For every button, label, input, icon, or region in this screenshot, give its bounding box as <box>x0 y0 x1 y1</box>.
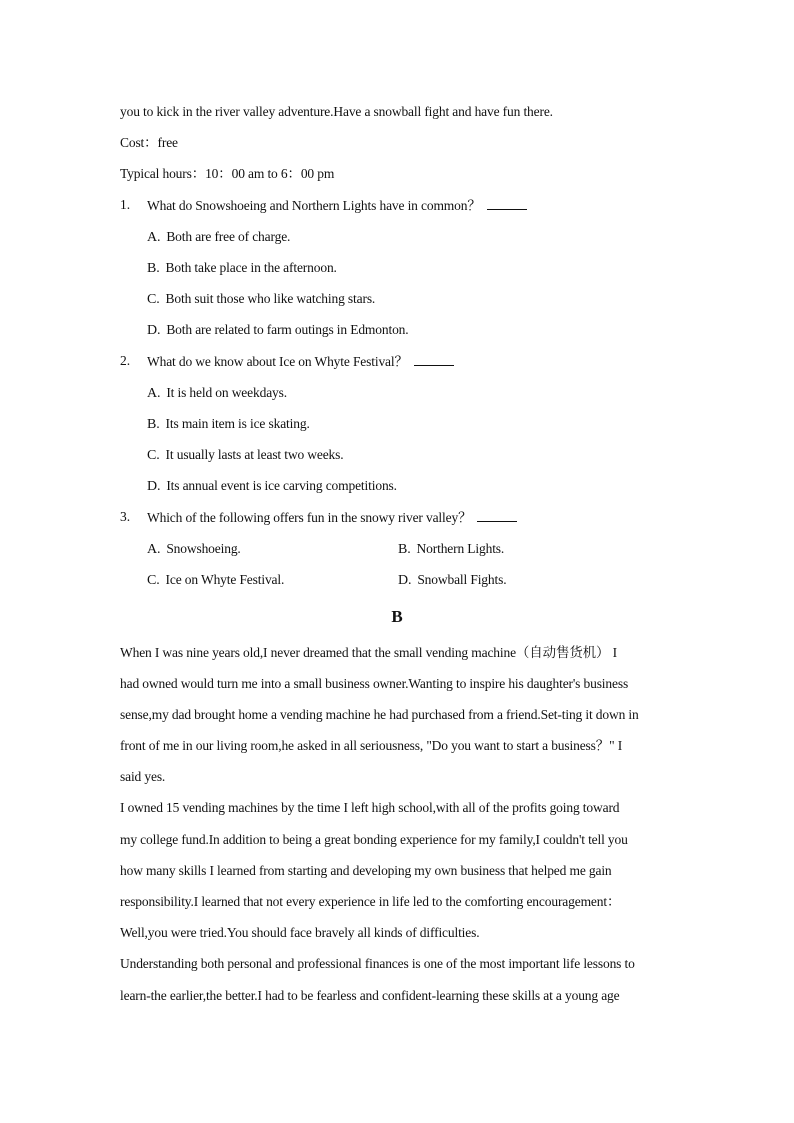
q2-option-b[interactable] <box>147 416 310 433</box>
q2-option-a[interactable] <box>147 385 287 402</box>
passage-line: front of me in our living room,he asked in all seriousness, "Do you want to start a business？" I <box>120 738 623 753</box>
option-text: It is held on weekdays. <box>166 385 287 400</box>
intro-line: you to kick in the river valley adventure.Have a snowball fight and have fun there. <box>120 104 553 119</box>
passage-line: learn-the earlier,the better.I had to be fearless and confident-learning these skills at a young age <box>120 988 620 1003</box>
option-letter: B. <box>147 261 160 276</box>
q1-option-d[interactable] <box>147 322 409 339</box>
passage-line: had owned would turn me into a small business owner.Wanting to inspire his daughter's business <box>120 676 629 691</box>
passage-line: Understanding both personal and professional finances is one of the most important life lessons to <box>120 956 635 971</box>
option-text: Its annual event is ice carving competitions. <box>166 478 397 493</box>
option-letter: D. <box>398 573 412 588</box>
option-text: It usually lasts at least two weeks. <box>165 447 344 462</box>
option-letter: C. <box>147 448 160 463</box>
q2-option-d[interactable] <box>147 478 397 495</box>
question-3 <box>147 509 517 526</box>
q3-option-c[interactable] <box>147 572 284 589</box>
passage-line: said yes. <box>120 769 166 784</box>
q1-option-c[interactable] <box>147 291 375 308</box>
option-text: Both suit those who like watching stars. <box>165 291 376 306</box>
option-letter: A. <box>147 542 161 557</box>
option-text: Northern Lights. <box>416 541 505 556</box>
question-1 <box>147 197 527 214</box>
question-1-number: 1. <box>120 197 131 212</box>
passage-line: how many skills I learned from starting and developing my own business that helped me gain <box>120 863 612 878</box>
question-3-number: 3. <box>120 509 131 524</box>
option-letter: B. <box>398 542 411 557</box>
q1-option-b[interactable] <box>147 260 337 277</box>
question-3-text: Which of the following offers fun in the snowy river valley？ <box>147 510 472 525</box>
option-text: Snowball Fights. <box>417 572 507 587</box>
question-1-text: What do Snowshoeing and Northern Lights have in common？ <box>147 198 481 213</box>
option-letter: C. <box>147 292 160 307</box>
cost-line: Cost：free <box>120 135 178 150</box>
option-text: Snowshoeing. <box>166 541 241 556</box>
question-2-text: What do we know about Ice on Whyte Festival？ <box>147 354 408 369</box>
passage-line: When I was nine years old,I never dreamed that the small vending machine（自动售货机） I <box>120 645 617 660</box>
option-letter: C. <box>147 573 160 588</box>
option-text: Both take place in the afternoon. <box>165 260 337 275</box>
answer-blank-3[interactable] <box>477 509 517 522</box>
option-letter: B. <box>147 417 160 432</box>
section-b-heading: B <box>391 607 403 626</box>
passage-line: I owned 15 vending machines by the time I left high school,with all of the profits going toward <box>120 800 620 815</box>
option-letter: A. <box>147 386 161 401</box>
passage-line: responsibility.I learned that not every experience in life led to the comforting encouragement： <box>120 894 621 909</box>
option-letter: D. <box>147 323 161 338</box>
q2-option-c[interactable] <box>147 447 344 464</box>
passage-line: sense,my dad brought home a vending machine he had purchased from a friend.Set-ting it down in <box>120 707 639 722</box>
q3-option-a[interactable] <box>147 541 241 558</box>
option-letter: D. <box>147 479 161 494</box>
option-text: Both are related to farm outings in Edmonton. <box>166 322 409 337</box>
hours-line: Typical hours：10：00 am to 6：00 pm <box>120 166 335 181</box>
q3-option-d[interactable] <box>398 572 506 589</box>
option-text: Its main item is ice skating. <box>165 416 310 431</box>
passage-line: my college fund.In addition to being a great bonding experience for my family,I couldn't tell you <box>120 832 628 847</box>
answer-blank-2[interactable] <box>414 353 454 366</box>
q1-option-a[interactable] <box>147 229 290 246</box>
answer-blank-1[interactable] <box>487 197 527 210</box>
option-text: Both are free of charge. <box>166 229 291 244</box>
option-letter: A. <box>147 230 161 245</box>
question-2-number: 2. <box>120 353 131 368</box>
option-text: Ice on Whyte Festival. <box>165 572 285 587</box>
q3-option-b[interactable] <box>398 541 504 558</box>
question-2 <box>147 353 454 370</box>
passage-line: Well,you were tried.You should face bravely all kinds of difficulties. <box>120 925 480 940</box>
